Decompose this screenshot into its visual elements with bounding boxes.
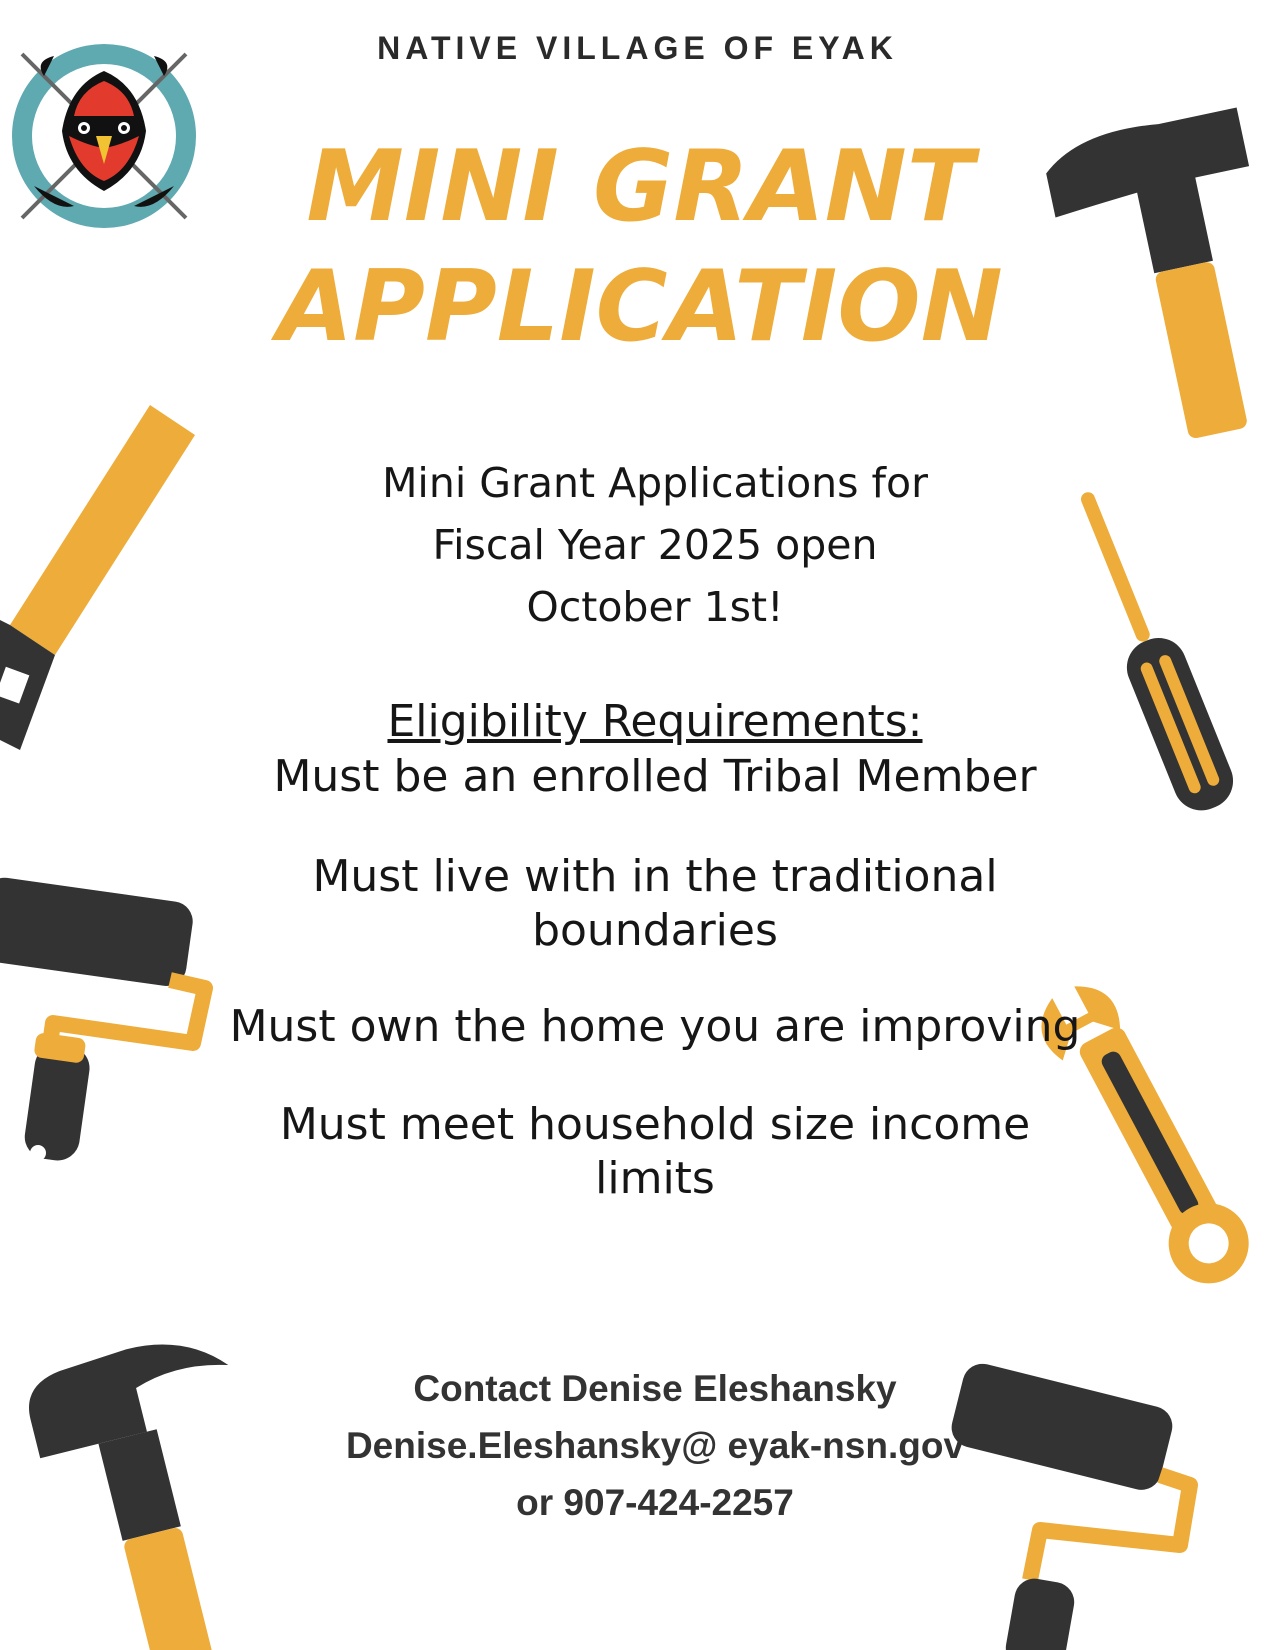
requirement-text: limits [595,1153,715,1204]
announcement [215,452,1095,638]
requirement-text: Must meet household size income [279,1099,1031,1150]
paint-roller-icon [0,885,225,1175]
contact-email[interactable]: Denise.Eleshansky@ eyak-nsn.gov [345,1425,965,1466]
contact-block [215,1360,1095,1531]
eligibility-heading: Eligibility Requirements: [387,696,923,747]
contact-phone[interactable]: or 907-424-2257 [516,1482,794,1523]
requirement-text: Must live with in the traditional [312,851,998,902]
requirement-item [215,1000,1095,1054]
contact-name: Contact Denise Eleshansky [413,1368,897,1409]
saw-icon [0,405,200,750]
announcement-line: Mini Grant Applications for [382,459,928,507]
requirement-text: Must be an enrolled Tribal Member [273,751,1037,802]
requirement-text: Must own the home you are improving [229,1001,1081,1052]
requirement-item [215,850,1095,958]
announcement-line: Fiscal Year 2025 open [432,521,878,569]
announcement-line: October 1st! [526,583,784,631]
page-title-line2: APPLICATION [277,250,1003,364]
organization-name: NATIVE VILLAGE OF EYAK [377,30,898,66]
requirement-item [215,1098,1095,1206]
hammer-icon [20,1345,245,1650]
requirement-text: boundaries [532,905,778,956]
page-title-line1: MINI GRANT [306,130,974,244]
requirement-item [215,750,1095,804]
